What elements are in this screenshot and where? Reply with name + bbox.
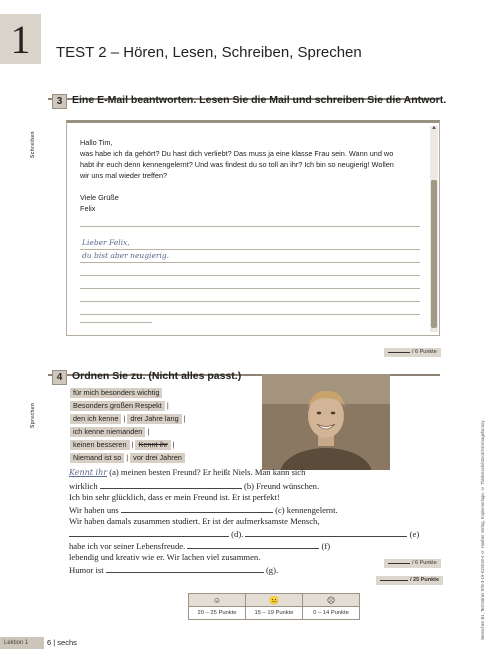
phrase-chip-used[interactable]: Kennt ihr <box>135 440 170 450</box>
phrase-chip[interactable]: den ich kenne <box>70 414 121 424</box>
blank-g[interactable] <box>106 564 264 573</box>
phrase-row: keinen besseren | Kennt ihr | <box>70 440 177 450</box>
phrase-row: den ich kenne | drei Jahre lang | <box>70 414 188 424</box>
page-title: TEST 2 – Hören, Lesen, Schreiben, Sprechen <box>56 44 362 61</box>
exercise-3-number: 3 <box>52 94 67 109</box>
smiley-sad-icon: ☹ <box>303 594 360 607</box>
smiley-happy-icon: ☺ <box>189 594 246 607</box>
footer-page-number: 6 | sechs <box>47 638 77 647</box>
cloze-line-2: wirklich (b) Freund wünschen. <box>69 481 320 491</box>
portrait-illustration <box>262 374 390 470</box>
answer-line[interactable] <box>80 226 420 227</box>
phrase-chip[interactable]: drei Jahre lang <box>127 414 181 424</box>
score-range: 15 – 19 Punkte <box>246 607 303 620</box>
cloze-line-9: Humor ist (g). <box>69 565 279 575</box>
unit-number-box: 1 <box>0 14 41 64</box>
answer-line[interactable] <box>80 301 420 302</box>
blank-b[interactable] <box>100 480 242 489</box>
answer-line[interactable] <box>80 288 420 289</box>
exercise-4-points: / 6 Punkte <box>384 559 441 568</box>
mail-line: habt ihr euch denn kennengelernt? Und was findest du so toll an ihr? Ich bin so neugierig! Wollen <box>80 160 394 169</box>
phrase-chip[interactable]: vor drei Jahren <box>130 453 185 463</box>
cloze-line-6: (d). (e) <box>69 528 419 539</box>
answer-line[interactable] <box>80 262 420 263</box>
mail-line: was habe ich da gehört? Du hast dich verliebt? Das muss ja eine klasse Frau sein. Wann und wo <box>80 149 394 158</box>
mail-closing: Viele Grüße <box>80 193 119 202</box>
phrase-chip[interactable]: keinen besseren <box>70 440 130 450</box>
exercise-4-number: 4 <box>52 370 67 385</box>
mail-body <box>80 137 394 214</box>
portrait-photo <box>262 374 390 470</box>
phrase-row: ich kenne niemanden | <box>70 427 151 437</box>
cloze-line-1: Kennt ihr (a) meinen besten Freund? Er heißt Niels. Man kann sich <box>69 467 306 477</box>
phrase-chip[interactable]: für mich besonders wichtig <box>70 388 162 398</box>
phrase-chip[interactable]: ich kenne niemanden <box>70 427 145 437</box>
side-label-schreiben: Schreiben <box>30 131 36 158</box>
cloze-line-3: Ich bin sehr glücklich, dass er mein Freund ist. Er ist perfekt! <box>69 492 280 502</box>
handwritten-answer-2: du bist aber neugierig. <box>82 251 170 260</box>
phrase-chip[interactable]: Besonders großen Respekt <box>70 401 165 411</box>
mail-line: wir uns mal wieder treffen? <box>80 171 168 180</box>
phrase-row: Besonders großen Respekt | <box>70 401 171 411</box>
exercise-4-title: Ordnen Sie zu. (Nicht alles passt.) <box>72 370 242 382</box>
cloze-line-8: lebendig und kreativ wie er. Wir lachen viel zusammen. <box>69 552 261 562</box>
total-points: / 25 Punkte <box>376 576 443 585</box>
exercise-3-title: Eine E-Mail beantworten. Lesen Sie die Mail und schreiben Sie die Antwort. <box>72 94 447 106</box>
mail-line: Hallo Tim, <box>80 138 113 147</box>
scrollbar-thumb[interactable] <box>431 180 437 328</box>
smiley-neutral-icon: 😐 <box>246 594 303 607</box>
mail-signature: Felix <box>80 204 96 213</box>
blank-e[interactable] <box>245 528 407 537</box>
cloze-line-4: Wir haben uns (c) kennengelernt. <box>69 505 338 515</box>
handwritten-answer-1: Lieber Felix, <box>82 238 130 247</box>
answer-line[interactable] <box>80 249 420 250</box>
side-label-sprechen: Sprechen <box>30 402 36 428</box>
score-range: 20 – 25 Punkte <box>189 607 246 620</box>
blank-c[interactable] <box>121 504 273 513</box>
phrase-chip[interactable]: Niemand ist so <box>70 453 124 463</box>
copyright-notice: Menschen B1, Testtrainer 978-3-19-019018-4 © Hueber Verlag, Kopiervorlage, © Thinkstock/iStock/minimagefactory <box>480 420 485 640</box>
exercise-3-points: / 6 Punkte <box>384 348 441 357</box>
blank-d[interactable] <box>69 528 229 537</box>
footer-lesson-label: Lektion 1 <box>0 637 44 649</box>
phrase-row: Niemand ist so | vor drei Jahren <box>70 453 185 463</box>
scroll-up-arrow-icon[interactable]: ▲ <box>431 125 437 131</box>
answer-line[interactable] <box>80 275 420 276</box>
score-table <box>188 593 360 620</box>
answer-line[interactable] <box>80 314 420 315</box>
cloze-line-7: habe ich vor seiner Lebensfreude. (f) <box>69 541 331 551</box>
handwritten-answer-a: Kennt ihr <box>69 468 108 477</box>
answer-line-short[interactable] <box>80 322 152 323</box>
cloze-line-5: Wir haben damals zusammen studiert. Er ist der aufmerksamste Mensch, <box>69 516 320 526</box>
score-range: 0 – 14 Punkte <box>303 607 360 620</box>
blank-f[interactable] <box>187 540 319 549</box>
phrase-row <box>70 388 162 398</box>
